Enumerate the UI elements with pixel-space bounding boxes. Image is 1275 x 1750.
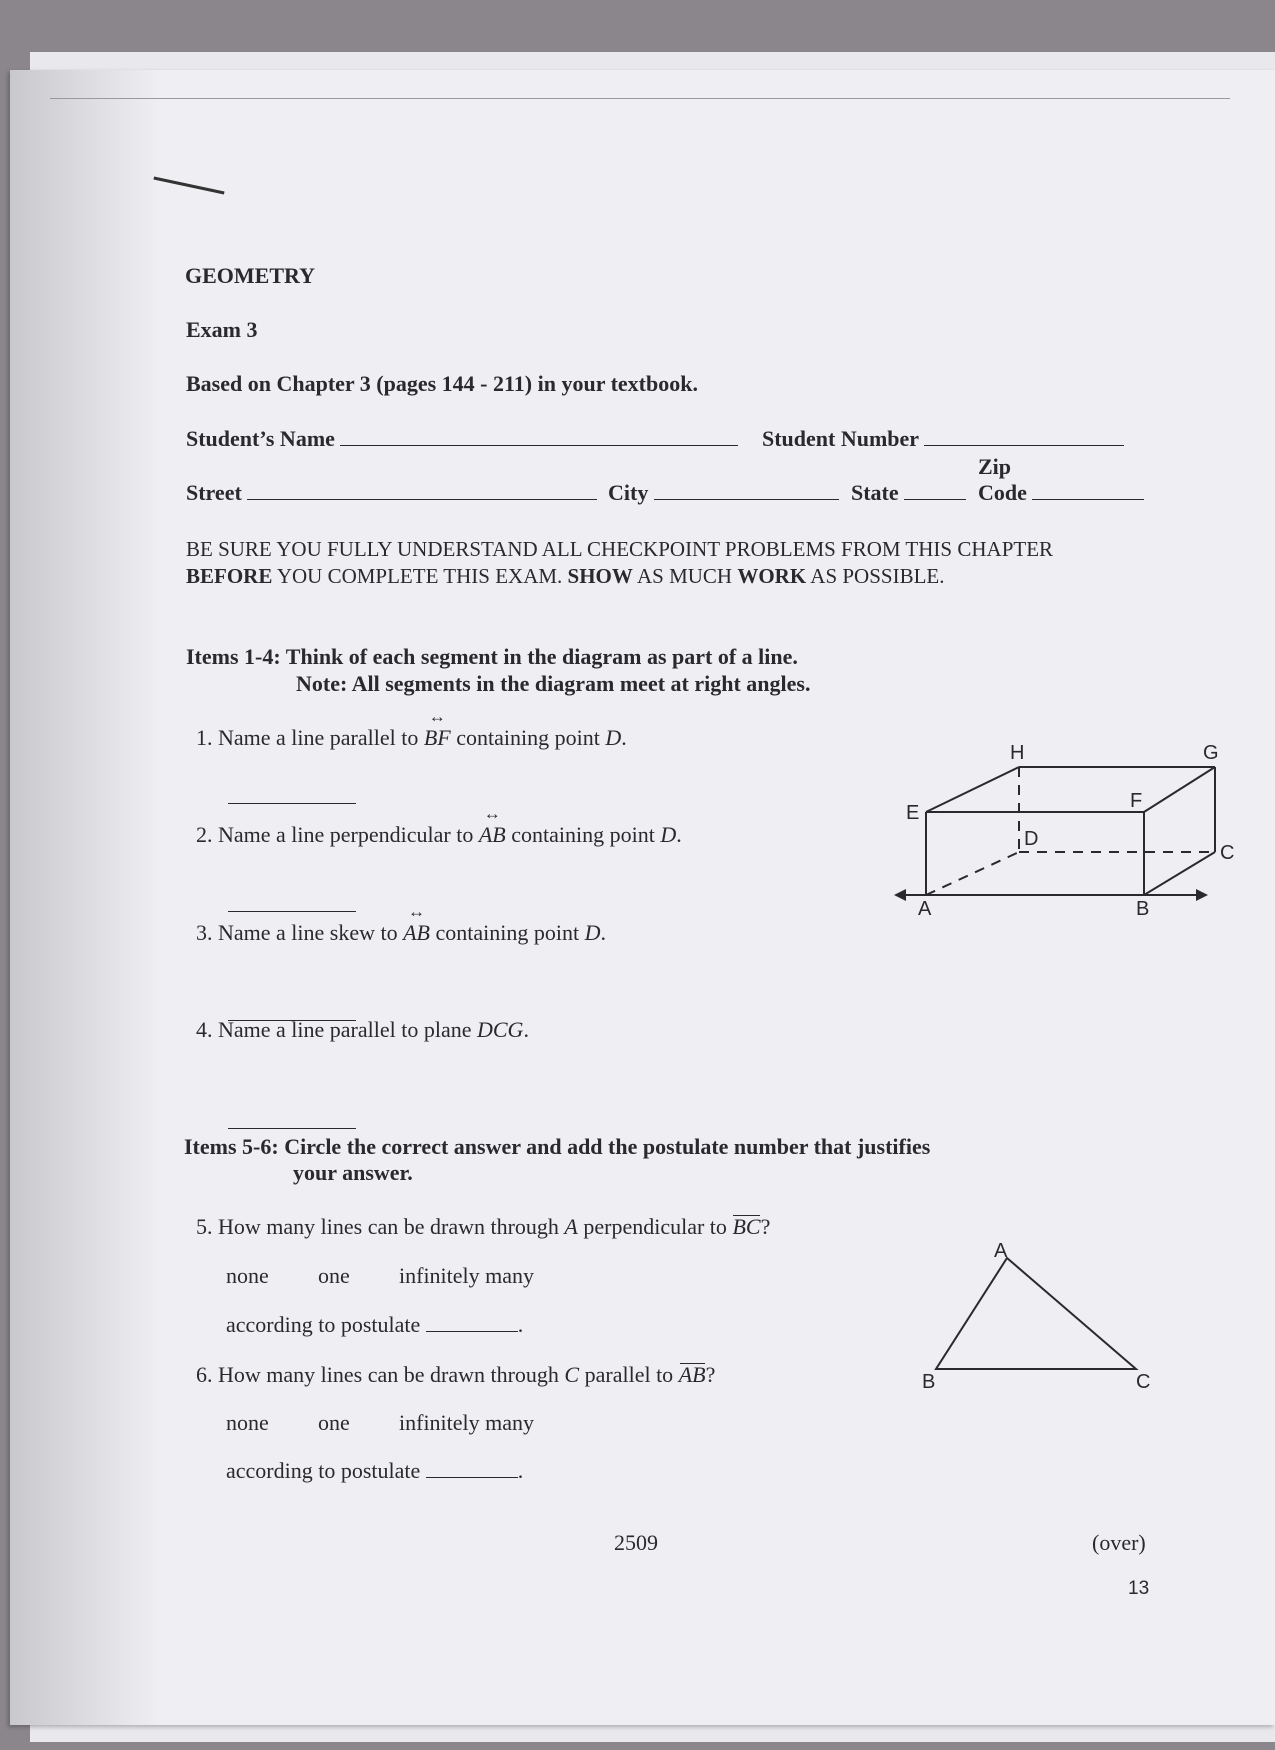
edge-BC [1144,852,1215,895]
instr-work: WORK [737,564,807,588]
label-B: B [1136,898,1150,920]
student-number-label: Student Number [762,426,919,451]
top-rule [50,98,1230,99]
zip-blank[interactable] [1032,499,1144,500]
question-5 [196,1214,770,1240]
zip-field[interactable] [978,480,1144,506]
answer-line-2[interactable] [228,911,356,912]
label-C: C [1220,842,1235,864]
student-name-blank[interactable] [340,445,738,446]
triangle-diagram [910,1235,1170,1395]
zip-label-top: Zip [978,454,1012,479]
instr-text-a: YOU COMPLETE THIS EXAM. [272,564,568,588]
q4-end: . [523,1017,529,1042]
section2-heading-2: your answer. [293,1160,413,1185]
q6-option-infinitely-many[interactable]: infinitely many [399,1410,535,1435]
q5-text-2: perpendicular to [577,1214,733,1239]
label-F: F [1130,790,1143,812]
instr-text-c: AS POSSIBLE. [806,564,945,588]
student-number-field[interactable] [762,426,1124,452]
student-name-field[interactable] [186,426,738,452]
label-D: D [1024,828,1039,850]
q1-text-2: containing point [450,725,606,750]
zip-label-bottom: Code [978,480,1027,505]
arrow-right-icon [1196,889,1208,901]
exam-title: Exam 3 [186,317,258,342]
edge-AD [926,852,1019,895]
answer-line-1[interactable] [228,803,356,804]
student-name-label: Student’s Name [186,426,335,451]
q4-number: 4. [196,1017,213,1042]
label-H: H [1010,742,1025,764]
section1-heading-1: Items 1-4: Think of each segment in the diagram as part of a line. [186,644,798,669]
q2-point: D [660,822,677,847]
city-blank[interactable] [654,499,839,500]
q5-point: A [564,1214,578,1239]
section2-heading-1: Items 5-6: Circle the correct answer and add the postulate number that justifies [184,1134,931,1159]
question-1 [196,725,627,751]
q2-text-2: containing point [505,822,661,847]
q2-number: 2. [196,822,213,847]
q1-text: Name a line parallel to [218,725,424,750]
student-number-blank[interactable] [924,445,1124,446]
q6-option-one[interactable]: one [318,1410,350,1435]
q6-end: ? [705,1362,716,1387]
street-label: Street [186,480,242,505]
q5-option-infinitely-many[interactable]: infinitely many [399,1263,535,1288]
q3-point: D [584,920,601,945]
q6-number: 6. [196,1362,213,1387]
triangle-label-C: C [1136,1371,1151,1393]
q3-text-2: containing point [430,920,585,945]
instructions-line-2 [186,564,944,589]
q6-postulate-label: according to postulate [226,1458,421,1483]
subject-title: GEOMETRY [185,263,316,288]
page-number: 13 [1128,1578,1150,1599]
q1-point: D [605,725,622,750]
state-field[interactable] [851,480,966,506]
q5-option-none[interactable]: none [226,1263,269,1288]
street-blank[interactable] [247,499,597,500]
q6-option-none[interactable]: none [226,1410,269,1435]
chapter-note: Based on Chapter 3 (pages 144 - 211) in your textbook. [186,371,698,396]
q6-text-2: parallel to [579,1362,679,1387]
q6-point: C [564,1362,580,1387]
q3-end: . [600,920,606,945]
q6-postulate-blank[interactable] [426,1477,518,1478]
state-label: State [851,480,899,505]
over-note: (over) [1092,1530,1146,1555]
q5-postulate-blank[interactable] [426,1331,518,1332]
triangle-label-B: B [922,1371,936,1393]
q6-text: How many lines can be drawn through [218,1362,565,1387]
q6-postulate-row [226,1458,523,1484]
arrow-left-icon [894,889,906,901]
q3-line-name: ↔ AB [403,920,430,946]
instructions-line-1: BE SURE YOU FULLY UNDERSTAND ALL CHECKPOINT PROBLEMS FROM THIS CHAPTER [186,537,1054,561]
q4-text: Name a line parallel to plane [218,1017,477,1042]
instr-text-b: AS MUCH [632,564,738,588]
instr-before: BEFORE [186,564,273,588]
triangle-label-A: A [994,1240,1008,1262]
q5-number: 5. [196,1214,213,1239]
q1-line-name: ↔ BF [424,725,451,751]
q5-end: ? [760,1214,771,1239]
box-diagram [810,715,1235,920]
q5-postulate-row [226,1312,523,1338]
edge-FG [1144,767,1215,812]
q1-end: . [621,725,627,750]
question-3 [196,920,606,946]
q2-line-name: ↔ AB [479,822,506,848]
q2-end: . [676,822,682,847]
q2-text: Name a line perpendicular to [218,822,479,847]
exam-page [10,70,1275,1725]
state-blank[interactable] [904,499,966,500]
question-2 [196,822,682,848]
triangle-ABC [936,1258,1136,1369]
q6-postulate-end: . [517,1458,524,1483]
q5-segment: BC [732,1214,761,1239]
q1-number: 1. [196,725,213,750]
q4-plane: DCG [477,1017,524,1042]
section1-heading-2: Note: All segments in the diagram meet at right angles. [296,671,811,696]
q3-number: 3. [196,920,213,945]
city-label: City [608,480,649,505]
q6-segment: AB [678,1362,706,1387]
form-code: 2509 [614,1530,658,1555]
city-field[interactable] [608,480,839,506]
q5-postulate-end: . [517,1312,524,1337]
question-4 [196,1017,529,1043]
instr-show: SHOW [567,564,633,588]
q5-postulate-label: according to postulate [226,1312,421,1337]
q5-option-one[interactable]: one [318,1263,350,1288]
label-E: E [906,802,920,824]
answer-line-4[interactable] [228,1128,356,1129]
pen-mark [153,177,224,195]
label-A: A [918,898,932,920]
label-G: G [1203,742,1219,764]
question-6 [196,1362,715,1388]
edge-EH [926,767,1019,812]
street-field[interactable] [186,480,597,506]
q3-text: Name a line skew to [218,920,404,945]
q5-text: How many lines can be drawn through [218,1214,565,1239]
